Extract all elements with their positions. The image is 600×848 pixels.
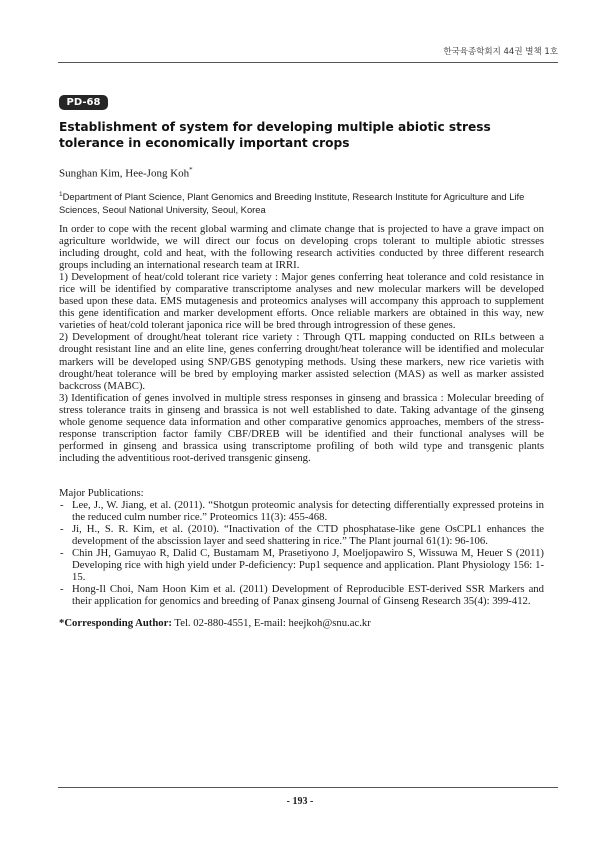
affiliation-text: Department of Plant Science, Plant Genomics and Breeding Institute, Research Institute for Agriculture and Life Sciences, Seoul National University, Seoul, Korea [59,191,525,216]
paper-title: Establishment of system for developing multiple abiotic stress tolerance in economically important crops [59,120,491,150]
author-names: Sunghan Kim, Hee-Jong Koh [59,167,190,180]
publication-item: - Chin JH, Gamuyao R, Dalid C, Bustamam M, Prasetiyono J, Moeljopawiro S, Wissuwa M, Heuer S (2011) Developing rice with high yield under P-deficiency: Pup1 sequence and application. Plant Physiology 156: 1-15. [59,547,544,583]
body-paragraph-2: 2) Development of drought/heat tolerant rice variety : Through QTL mapping conducted on RILs between a drought resistant line and an elite line, genes conferring drought/heat tolerance will be identified and molecular markers will be developed using SNP/GBS genotyping methods. Using these markers, new rice varietis with drought/heat tolerance will be bred by employing marker assisted selection (MAS) as well as marker assisted backcross (MABC). [59,331,544,392]
body-paragraph-intro: In order to cope with the recent global warming and climate change that is projected to have a grave impact on agriculture worldwide, we will direct our focus on developing crops tolerant to multiple abiotic stresses including drought, cold and heat, with the following research activities conducted by three different research groups including an international research team at IRRI. [59,223,544,272]
affiliation [59,188,549,216]
abstract-id-badge: PD-68 [59,95,108,110]
publication-item: - Lee, J., W. Jiang, et al. (2011). “Shotgun proteomic analysis for detecting differentially expressed proteins in the reduced culm number rice.” Proteomics 11(3): 455-468. [59,499,544,523]
publication-item: - Hong-Il Choi, Nam Hoon Kim et al. (2011) Development of Reproducible EST-derived SSR Markers and their application for genomics and breeding of Panax ginseng Journal of Ginseng Research 35(4): 399-412. [59,583,544,607]
header-rule [58,62,558,63]
publications-section [59,487,544,607]
author-line [59,163,193,181]
publication-item: - Ji, H., S. R. Kim, et al. (2010). “Inactivation of the CTD phosphatase-like gene OsCPL1 enhances the development of the abscission layer and seed shattering in rice.” The Plant journal 61(1): 96-106. [59,523,544,547]
publications-heading: Major Publications: [59,487,144,499]
body-paragraph-1: 1) Development of heat/cold tolerant rice variety : Major genes conferring heat tolerance and cold resistance in rice will be identified by comparative transcriptome analyses and new molecular markers will be developed based upon these data. EMS mutagenesis and proteomics analyses will accompany this approach to supplement this gene identification and marker development efforts. Once reliable markers are obtained in this way, new varieties of heat/cold tolerant japonica rice will be bred through introgression of these genes. [59,271,544,332]
corresponding-label: *Corresponding Author: [59,617,172,629]
abstract-body [59,223,544,464]
corresponding-contact: Tel. 02-880-4551, E-mail: heejkoh@snu.ac.kr [174,617,371,629]
body-paragraph-3: 3) Identification of genes involved in multiple stress responses in ginseng and brassica : Molecular breeding of stress tolerance traits in ginseng and brassica is not well established to date. Taking advantage of the ginseng whole genome sequence data information and other comparative genomics approaches, members of the stress-response transcription factor family CBF/DREB will be identified and their functional analyses will be performed in ginseng and brassica using transcriptome profiling of both wild type and transgenic plants including the adventitious root-derived transgenic ginseng. [59,391,544,464]
corresponding-mark: * [189,166,193,174]
publications-list [59,499,544,607]
page-number: - 193 - [286,796,314,807]
journal-header: 한국육종학회지 44권 별책 1호 [443,47,558,57]
corresponding-author [59,617,544,630]
footer-rule [58,787,558,788]
affiliation-mark: 1 [59,191,63,198]
